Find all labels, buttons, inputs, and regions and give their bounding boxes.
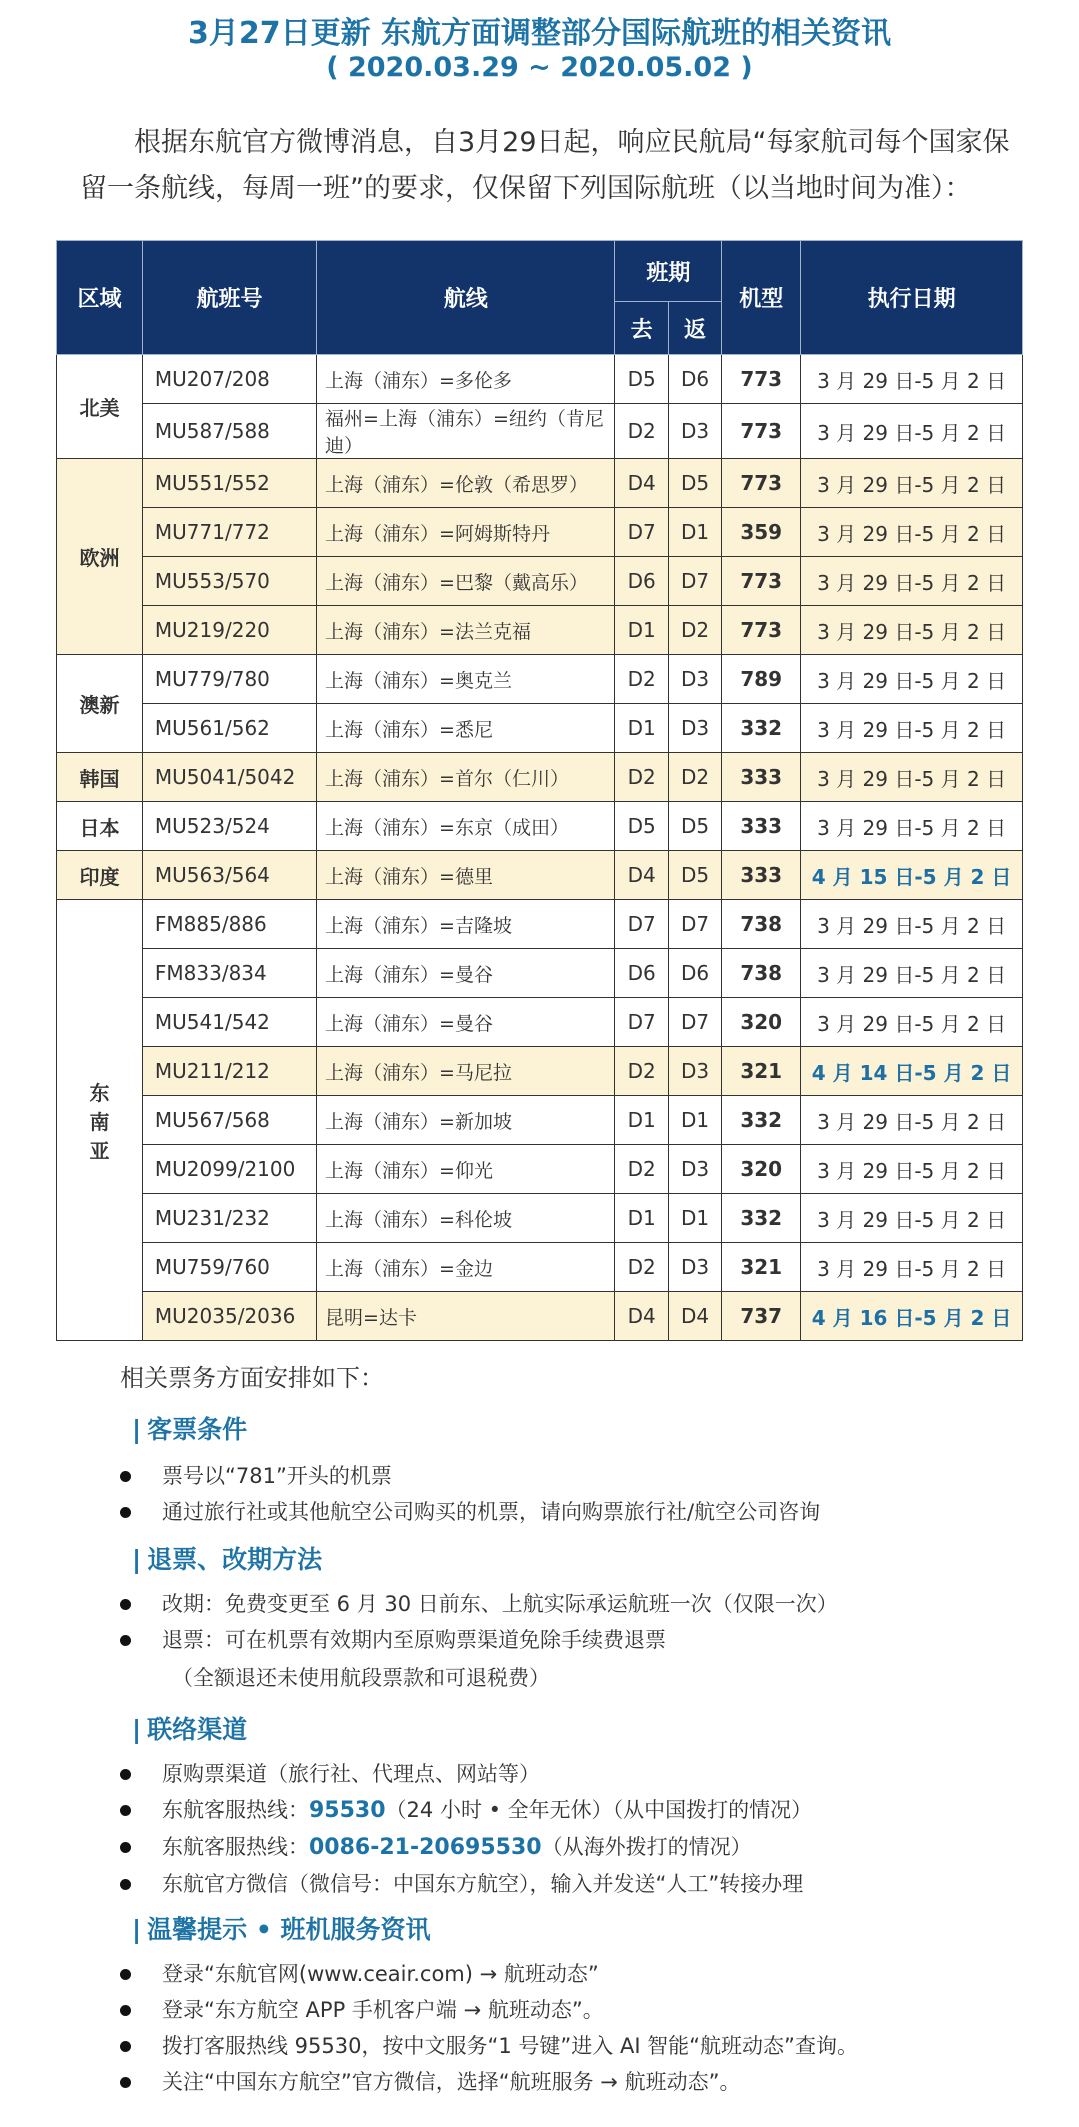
list-item: 登录“东航官网(www.ceair.com) → 航班动态”	[120, 1956, 1020, 1992]
region-cell-india: 印度	[57, 851, 143, 900]
tips-list	[120, 1956, 1020, 2100]
depart-day: D2	[615, 1145, 668, 1194]
flight-number: MU771/772	[142, 508, 316, 557]
header-aircraft: 机型	[722, 241, 801, 355]
flight-number: MU779/780	[142, 655, 316, 704]
hotline-cn[interactable]: 95530	[309, 1798, 386, 1823]
list-item	[120, 1792, 1020, 1829]
return-day: D5	[668, 851, 721, 900]
return-day: D5	[668, 459, 721, 508]
region-cell-japan: 日本	[57, 802, 143, 851]
flight-number: MU541/542	[142, 998, 316, 1047]
table-row	[57, 1145, 1023, 1194]
return-day: D3	[668, 1047, 721, 1096]
depart-day: D5	[615, 802, 668, 851]
section-heading-tips: | 温馨提示 • 班机服务资讯	[132, 1910, 431, 1946]
flight-number: MU553/570	[142, 557, 316, 606]
return-day: D6	[668, 355, 721, 404]
depart-day: D5	[615, 355, 668, 404]
flight-number: MU219/220	[142, 606, 316, 655]
aircraft-type: 737	[722, 1292, 801, 1341]
table-row	[57, 851, 1023, 900]
header-return: 返	[668, 302, 721, 355]
list-item: 关注“中国东方航空”官方微信，选择“航班服务 → 航班动态”。	[120, 2064, 1020, 2100]
depart-day: D1	[615, 606, 668, 655]
list-item: 拨打客服热线 95530，按中文服务“1 号键”进入 AI 智能“航班动态”查询。	[120, 2028, 1020, 2064]
depart-day: D2	[615, 1243, 668, 1292]
hotline-intl[interactable]: 0086-21-20695530	[309, 1835, 542, 1860]
table-row	[57, 557, 1023, 606]
section-heading-contact: | 联络渠道	[132, 1710, 247, 1746]
aircraft-type: 333	[722, 851, 801, 900]
flight-number: MU561/562	[142, 704, 316, 753]
list-item: 东航官方微信（微信号：中国东方航空），输入并发送“人工”转接办理	[120, 1866, 1020, 1902]
route: 上海（浦东）=悉尼	[317, 704, 615, 753]
table-row	[57, 998, 1023, 1047]
list-item: 票号以“781”开头的机票	[120, 1458, 1020, 1494]
flight-number: MU587/588	[142, 404, 316, 459]
return-day: D2	[668, 606, 721, 655]
list-item: 退票：可在机票有效期内至原购票渠道免除手续费退票	[120, 1622, 1020, 1658]
route: 上海（浦东）=仰光	[317, 1145, 615, 1194]
region-cell-north-america: 北美	[57, 355, 143, 459]
return-day: D7	[668, 557, 721, 606]
depart-day: D7	[615, 998, 668, 1047]
header-route: 航线	[317, 241, 615, 355]
return-day: D5	[668, 802, 721, 851]
table-row	[57, 606, 1023, 655]
aircraft-type: 321	[722, 1047, 801, 1096]
depart-day: D2	[615, 1047, 668, 1096]
depart-day: D4	[615, 459, 668, 508]
execution-dates: 3 月 29 日-5 月 2 日	[801, 404, 1023, 459]
aircraft-type: 789	[722, 655, 801, 704]
return-day: D1	[668, 1096, 721, 1145]
return-day: D3	[668, 1145, 721, 1194]
depart-day: D1	[615, 1096, 668, 1145]
table-row	[57, 753, 1023, 802]
list-item: 通过旅行社或其他航空公司购买的机票，请向购票旅行社/航空公司咨询	[120, 1494, 1020, 1530]
return-day: D2	[668, 753, 721, 802]
route: 上海（浦东）=吉隆坡	[317, 900, 615, 949]
route: 上海（浦东）=曼谷	[317, 949, 615, 998]
flight-number: MU551/552	[142, 459, 316, 508]
header-depart: 去	[615, 302, 668, 355]
return-day: D3	[668, 704, 721, 753]
depart-day: D4	[615, 1292, 668, 1341]
aircraft-type: 773	[722, 404, 801, 459]
route: 上海（浦东）=多伦多	[317, 355, 615, 404]
route: 福州=上海（浦东）=纽约（肯尼迪）	[317, 404, 615, 459]
route: 昆明=达卡	[317, 1292, 615, 1341]
flight-number: MU563/564	[142, 851, 316, 900]
execution-dates: 3 月 29 日-5 月 2 日	[801, 900, 1023, 949]
aircraft-type: 333	[722, 802, 801, 851]
table-row	[57, 1292, 1023, 1341]
aircraft-type: 320	[722, 1145, 801, 1194]
aircraft-type: 333	[722, 753, 801, 802]
aircraft-type: 738	[722, 900, 801, 949]
flight-number: MU523/524	[142, 802, 316, 851]
list-item	[120, 1829, 1020, 1866]
table-row	[57, 1047, 1023, 1096]
section-heading-refund: | 退票、改期方法	[132, 1540, 322, 1576]
hotline-intl-suffix: （从海外拨打的情况）	[541, 1835, 752, 1859]
list-item: 原购票渠道（旅行社、代理点、网站等）	[120, 1756, 1020, 1792]
route: 上海（浦东）=新加坡	[317, 1096, 615, 1145]
table-row	[57, 900, 1023, 949]
aircraft-type: 773	[722, 606, 801, 655]
aircraft-type: 332	[722, 1096, 801, 1145]
route: 上海（浦东）=曼谷	[317, 998, 615, 1047]
table-row	[57, 1194, 1023, 1243]
return-day: D4	[668, 1292, 721, 1341]
page-title: 3月27日更新 东航方面调整部分国际航班的相关资讯	[187, 16, 892, 51]
flight-number: MU5041/5042	[142, 753, 316, 802]
route: 上海（浦东）=金边	[317, 1243, 615, 1292]
aircraft-type: 773	[722, 459, 801, 508]
list-item: 登录“东方航空 APP 手机客户端 → 航班动态”。	[120, 1992, 1020, 2028]
flight-number: FM833/834	[142, 949, 316, 998]
flight-number: MU759/760	[142, 1243, 316, 1292]
refund-list	[120, 1586, 1020, 1658]
hotline-label: 东航客服热线：	[162, 1798, 309, 1822]
flight-table	[56, 240, 1023, 1341]
flight-number: MU211/212	[142, 1047, 316, 1096]
execution-dates: 4 月 15 日-5 月 2 日	[801, 851, 1023, 900]
route: 上海（浦东）=奥克兰	[317, 655, 615, 704]
table-row	[57, 1096, 1023, 1145]
return-day: D6	[668, 949, 721, 998]
depart-day: D6	[615, 949, 668, 998]
aircraft-type: 738	[722, 949, 801, 998]
table-row	[57, 1243, 1023, 1292]
section-heading-eligibility: | 客票条件	[132, 1410, 247, 1446]
flight-number: MU207/208	[142, 355, 316, 404]
depart-day: D2	[615, 404, 668, 459]
flight-number: FM885/886	[142, 900, 316, 949]
depart-day: D1	[615, 704, 668, 753]
execution-dates: 3 月 29 日-5 月 2 日	[801, 998, 1023, 1047]
route: 上海（浦东）=阿姆斯特丹	[317, 508, 615, 557]
header-region: 区域	[57, 241, 143, 355]
execution-dates: 3 月 29 日-5 月 2 日	[801, 655, 1023, 704]
flight-number: MU231/232	[142, 1194, 316, 1243]
table-row	[57, 355, 1023, 404]
header-dates: 执行日期	[801, 241, 1023, 355]
header-schedule: 班期	[615, 241, 722, 302]
depart-day: D4	[615, 851, 668, 900]
depart-day: D1	[615, 1194, 668, 1243]
aircraft-type: 773	[722, 557, 801, 606]
table-row	[57, 704, 1023, 753]
refund-note: （全额退还未使用航段票款和可退税费）	[172, 1666, 550, 1690]
execution-dates: 3 月 29 日-5 月 2 日	[801, 508, 1023, 557]
execution-dates: 3 月 29 日-5 月 2 日	[801, 459, 1023, 508]
route: 上海（浦东）=科伦坡	[317, 1194, 615, 1243]
return-day: D3	[668, 404, 721, 459]
flight-number: MU2035/2036	[142, 1292, 316, 1341]
aircraft-type: 773	[722, 355, 801, 404]
region-cell-europe: 欧洲	[57, 459, 143, 655]
execution-dates: 3 月 29 日-5 月 2 日	[801, 802, 1023, 851]
route: 上海（浦东）=东京（成田）	[317, 802, 615, 851]
region-cell-oceania: 澳新	[57, 655, 143, 753]
execution-dates: 3 月 29 日-5 月 2 日	[801, 1243, 1023, 1292]
ticket-lead-text: 相关票务方面安排如下：	[120, 1364, 384, 1392]
table-row	[57, 508, 1023, 557]
aircraft-type: 321	[722, 1243, 801, 1292]
table-row	[57, 655, 1023, 704]
aircraft-type: 332	[722, 1194, 801, 1243]
table-row	[57, 404, 1023, 459]
execution-dates: 3 月 29 日-5 月 2 日	[801, 753, 1023, 802]
aircraft-type: 332	[722, 704, 801, 753]
route: 上海（浦东）=伦敦（希思罗）	[317, 459, 615, 508]
depart-day: D6	[615, 557, 668, 606]
list-item: 改期：免费变更至 6 月 30 日前东、上航实际承运航班一次（仅限一次）	[120, 1586, 1020, 1622]
depart-day: D7	[615, 508, 668, 557]
route: 上海（浦东）=巴黎（戴高乐）	[317, 557, 615, 606]
hotline-cn-suffix: （24 小时 • 全年无休）（从中国拨打的情况）	[385, 1798, 813, 1822]
aircraft-type: 320	[722, 998, 801, 1047]
return-day: D1	[668, 508, 721, 557]
depart-day: D7	[615, 900, 668, 949]
flight-number: MU567/568	[142, 1096, 316, 1145]
route: 上海（浦东）=马尼拉	[317, 1047, 615, 1096]
intro-paragraph: 根据东航官方微博消息，自3月29日起，响应民航局“每家航司每个国家保留一条航线，每周一班”的要求，仅保留下列国际航班（以当地时间为准）：	[80, 127, 1010, 204]
region-cell-korea: 韩国	[57, 753, 143, 802]
header-flight: 航班号	[142, 241, 316, 355]
execution-dates: 3 月 29 日-5 月 2 日	[801, 1145, 1023, 1194]
date-range-subtitle: ( 2020.03.29 ~ 2020.05.02 )	[326, 52, 753, 83]
table-row	[57, 459, 1023, 508]
aircraft-type: 359	[722, 508, 801, 557]
depart-day: D2	[615, 753, 668, 802]
return-day: D7	[668, 900, 721, 949]
execution-dates: 3 月 29 日-5 月 2 日	[801, 1194, 1023, 1243]
execution-dates: 4 月 16 日-5 月 2 日	[801, 1292, 1023, 1341]
route: 上海（浦东）=首尔（仁川）	[317, 753, 615, 802]
route: 上海（浦东）=德里	[317, 851, 615, 900]
hotline-label: 东航客服热线：	[162, 1835, 309, 1859]
return-day: D1	[668, 1194, 721, 1243]
execution-dates: 3 月 29 日-5 月 2 日	[801, 557, 1023, 606]
return-day: D3	[668, 655, 721, 704]
execution-dates: 3 月 29 日-5 月 2 日	[801, 1096, 1023, 1145]
execution-dates: 4 月 14 日-5 月 2 日	[801, 1047, 1023, 1096]
return-day: D3	[668, 1243, 721, 1292]
flight-number: MU2099/2100	[142, 1145, 316, 1194]
region-cell-southeast-asia: 东 南 亚	[57, 900, 143, 1341]
contact-list	[120, 1756, 1020, 1902]
execution-dates: 3 月 29 日-5 月 2 日	[801, 704, 1023, 753]
depart-day: D2	[615, 655, 668, 704]
table-row	[57, 802, 1023, 851]
return-day: D7	[668, 998, 721, 1047]
execution-dates: 3 月 29 日-5 月 2 日	[801, 355, 1023, 404]
table-row	[57, 949, 1023, 998]
eligibility-list	[120, 1458, 1020, 1530]
execution-dates: 3 月 29 日-5 月 2 日	[801, 606, 1023, 655]
execution-dates: 3 月 29 日-5 月 2 日	[801, 949, 1023, 998]
route: 上海（浦东）=法兰克福	[317, 606, 615, 655]
